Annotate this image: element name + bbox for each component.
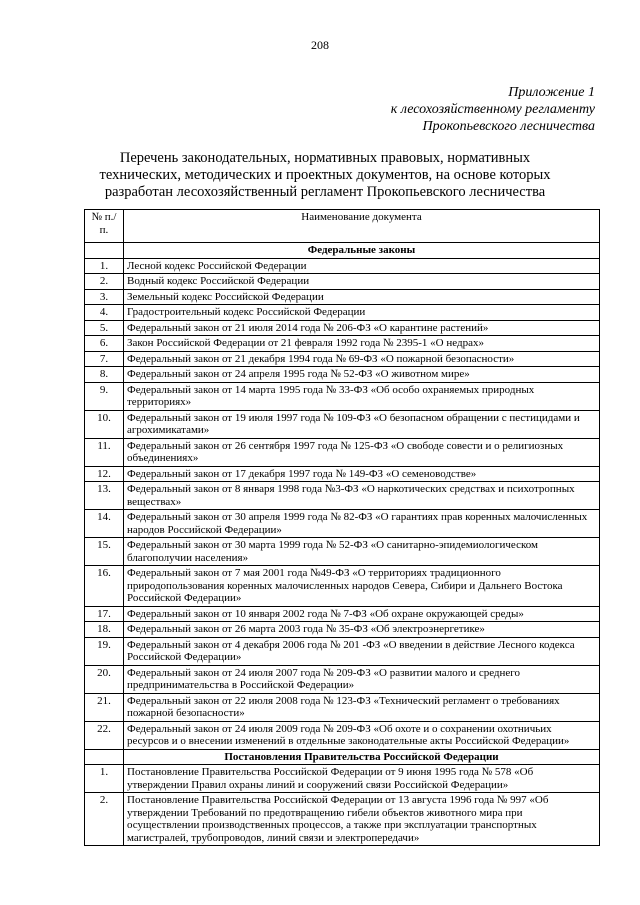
document-name: Федеральный закон от 24 апреля 1995 года № 52-ФЗ «О животном мире» bbox=[124, 367, 600, 383]
document-name: Федеральный закон от 22 июля 2008 года № 123-ФЗ «Технический регламент о требованиях пожарной безопасности» bbox=[124, 693, 600, 721]
row-number: 2. bbox=[85, 274, 124, 290]
document-name: Федеральный закон от 21 июля 2014 года № 206-ФЗ «О карантине растений» bbox=[124, 320, 600, 336]
document-title: Перечень законодательных, нормативных правовых, нормативных технических, методических и проектных документов, на основе которых разработан лесохозяйственный регламент Прокопьевского лесничества bbox=[99, 150, 551, 200]
section-title: Федеральные законы bbox=[124, 243, 600, 259]
row-number: 18. bbox=[85, 622, 124, 638]
row-number: 11. bbox=[85, 438, 124, 466]
document-name: Федеральный закон от 14 марта 1995 года № 33-ФЗ «Об особо охраняемых природных территориях» bbox=[124, 382, 600, 410]
table-row bbox=[85, 566, 600, 607]
row-number: 22. bbox=[85, 721, 124, 749]
table-row bbox=[85, 637, 600, 665]
table-row bbox=[85, 438, 600, 466]
row-number: 20. bbox=[85, 665, 124, 693]
header-name: Наименование документа bbox=[124, 210, 600, 243]
row-number: 13. bbox=[85, 482, 124, 510]
table-row bbox=[85, 367, 600, 383]
row-number: 21. bbox=[85, 693, 124, 721]
table-row bbox=[85, 410, 600, 438]
table-row bbox=[85, 382, 600, 410]
row-number: 8. bbox=[85, 367, 124, 383]
table-row bbox=[85, 320, 600, 336]
table-row bbox=[85, 274, 600, 290]
table-body bbox=[85, 243, 600, 846]
table-row bbox=[85, 665, 600, 693]
row-number: 6. bbox=[85, 336, 124, 352]
document-name: Федеральный закон от 17 декабря 1997 года № 149-ФЗ «О семеноводстве» bbox=[124, 466, 600, 482]
document-name: Федеральный закон от 21 декабря 1994 года № 69-ФЗ «О пожарной безопасности» bbox=[124, 351, 600, 367]
row-number: 4. bbox=[85, 305, 124, 321]
row-number: 17. bbox=[85, 606, 124, 622]
row-number: 16. bbox=[85, 566, 124, 607]
section-row bbox=[85, 243, 600, 259]
row-number: 9. bbox=[85, 382, 124, 410]
section-num-cell bbox=[85, 243, 124, 259]
document-name: Федеральный закон от 26 сентября 1997 года № 125-ФЗ «О свободе совести и о религиозных объединениях» bbox=[124, 438, 600, 466]
row-number: 12. bbox=[85, 466, 124, 482]
row-number: 7. bbox=[85, 351, 124, 367]
document-name: Водный кодекс Российской Федерации bbox=[124, 274, 600, 290]
section-title: Постановления Правительства Российской Федерации bbox=[124, 749, 600, 765]
table-row bbox=[85, 793, 600, 846]
documents-table bbox=[84, 209, 600, 846]
row-number: 10. bbox=[85, 410, 124, 438]
table-row bbox=[85, 466, 600, 482]
row-number: 19. bbox=[85, 637, 124, 665]
table-row bbox=[85, 258, 600, 274]
table-row bbox=[85, 622, 600, 638]
document-name: Лесной кодекс Российской Федерации bbox=[124, 258, 600, 274]
document-name: Федеральный закон от 4 декабря 2006 года № 201 -ФЗ «О введении в действие Лесного кодекса Российской Федерации» bbox=[124, 637, 600, 665]
document-name: Федеральный закон от 24 июля 2007 года № 209-ФЗ «О развитии малого и среднего предпринимательства в Российской Федерации» bbox=[124, 665, 600, 693]
appendix-line-3: Прокопьевского лесничества bbox=[422, 119, 595, 134]
document-name: Постановление Правительства Российской Федерации от 9 июня 1995 года № 578 «Об утверждении Правил охраны линий и сооружений связи Российской Федерации» bbox=[124, 765, 600, 793]
table-row bbox=[85, 351, 600, 367]
document-name: Федеральный закон от 24 июля 2009 года № 209-ФЗ «Об охоте и о сохранении охотничьих ресурсов и о внесении изменений в отдельные законодательные акты Российской Федерации» bbox=[124, 721, 600, 749]
document-name: Постановление Правительства Российской Федерации от 13 августа 1996 года № 997 «Об утверждении Требований по предотвращению гибели объектов животного мира при осуществлении производственных процессов, а также при эксплуатации транспортных магистралей, трубопроводов, линий связи и электропередачи» bbox=[124, 793, 600, 846]
row-number: 14. bbox=[85, 510, 124, 538]
document-name: Федеральный закон от 10 января 2002 года № 7-ФЗ «Об охране окружающей среды» bbox=[124, 606, 600, 622]
document-name: Градостроительный кодекс Российской Федерации bbox=[124, 305, 600, 321]
appendix-line-2: к лесохозяйственному регламенту bbox=[390, 102, 595, 117]
table-row bbox=[85, 721, 600, 749]
section-num-cell bbox=[85, 749, 124, 765]
table-row bbox=[85, 538, 600, 566]
document-name: Федеральный закон от 30 апреля 1999 года № 82-ФЗ «О гарантиях прав коренных малочисленных народов Российской Федерации» bbox=[124, 510, 600, 538]
document-name: Земельный кодекс Российской Федерации bbox=[124, 289, 600, 305]
table-row bbox=[85, 765, 600, 793]
table-row bbox=[85, 305, 600, 321]
document-name: Закон Российской Федерации от 21 февраля 1992 года № 2395-1 «О недрах» bbox=[124, 336, 600, 352]
table-row bbox=[85, 482, 600, 510]
row-number: 1. bbox=[85, 258, 124, 274]
row-number: 3. bbox=[85, 289, 124, 305]
section-row bbox=[85, 749, 600, 765]
table-header-row bbox=[85, 210, 600, 243]
appendix-caption bbox=[391, 84, 595, 135]
document-name: Федеральный закон от 7 мая 2001 года №49-ФЗ «О территориях традиционного природопользования коренных малочисленных народов Севера, Сибири и Дальнего Востока Российской Федерации» bbox=[124, 566, 600, 607]
header-num: № п./п. bbox=[85, 210, 124, 243]
document-name: Федеральный закон от 8 января 1998 года №3-ФЗ «О наркотических средствах и психотропных веществах» bbox=[124, 482, 600, 510]
table-row bbox=[85, 606, 600, 622]
row-number: 1. bbox=[85, 765, 124, 793]
table-row bbox=[85, 510, 600, 538]
appendix-line-1: Приложение 1 bbox=[508, 85, 595, 100]
row-number: 15. bbox=[85, 538, 124, 566]
document-name: Федеральный закон от 30 марта 1999 года № 52-ФЗ «О санитарно-эпидемиологическом благополучии населения» bbox=[124, 538, 600, 566]
table-row bbox=[85, 289, 600, 305]
document-name: Федеральный закон от 19 июля 1997 года № 109-ФЗ «О безопасном обращении с пестицидами и агрохимикатами» bbox=[124, 410, 600, 438]
table-row bbox=[85, 336, 600, 352]
row-number: 5. bbox=[85, 320, 124, 336]
row-number: 2. bbox=[85, 793, 124, 846]
page-number: 208 bbox=[311, 38, 329, 52]
table-row bbox=[85, 693, 600, 721]
document-name: Федеральный закон от 26 марта 2003 года № 35-ФЗ «Об электроэнергетике» bbox=[124, 622, 600, 638]
